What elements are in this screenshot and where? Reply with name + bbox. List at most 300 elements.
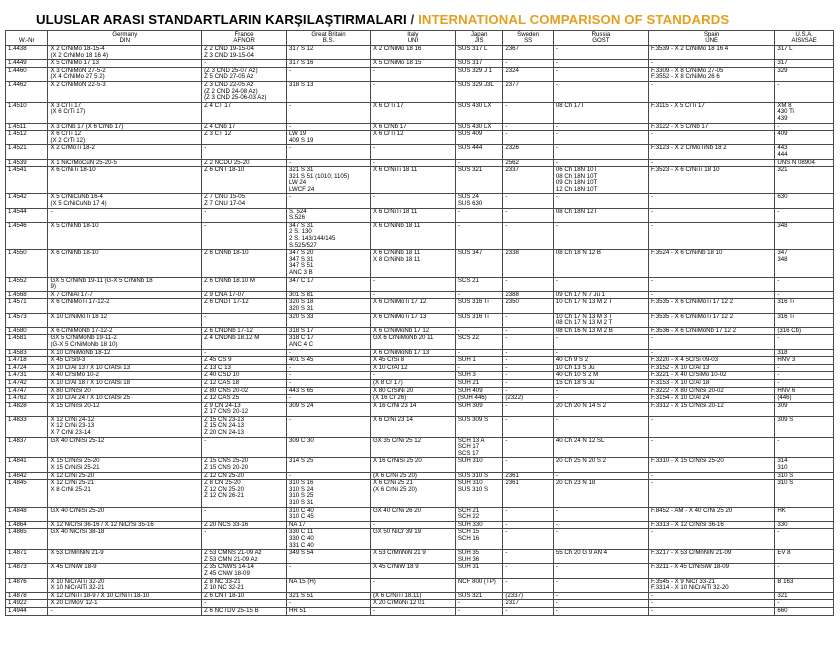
material-number-cell: 1.4876 (6, 578, 48, 592)
table-cell: SUS 409 (455, 131, 503, 145)
table-cell: 10 Ch 13 S Ju (553, 364, 648, 372)
table-row (6, 123, 834, 131)
table-cell: 321 (775, 167, 834, 194)
table-cell: - (503, 327, 554, 335)
table-cell: 317 L (775, 46, 834, 60)
table-cell: - (48, 607, 202, 615)
table-cell: 348 (775, 222, 834, 249)
table-cell: - (775, 364, 834, 372)
table-cell: F.8452 - AM - X 40 CrNi 25 20 (648, 507, 774, 521)
table-cell: - (287, 159, 371, 167)
table-cell: 20 Ch 20 N 14 S 2 (553, 402, 648, 416)
table-cell: 08 Ch 18N 12T (553, 208, 648, 222)
table-cell: (SUH 446) (455, 395, 503, 403)
table-cell: SUS 321 (455, 167, 503, 194)
table-cell: - (202, 437, 287, 458)
table-cell: (316 Cb) (775, 327, 834, 335)
table-cell: 2367 (503, 46, 554, 60)
table-cell: X 40 CrSiMo 10-2 (48, 372, 202, 380)
column-header-line2: SS (524, 37, 533, 45)
material-number-cell: 1.4550 (6, 250, 48, 277)
table-cell: - (503, 402, 554, 416)
table-cell: - (775, 123, 834, 131)
table-cell: SCS 21 (455, 277, 503, 291)
table-cell: - (553, 592, 648, 600)
table-row (6, 529, 834, 550)
table-cell: - (503, 222, 554, 249)
table-cell: HK (775, 507, 834, 521)
table-cell: - (370, 194, 455, 208)
table-cell: - (287, 194, 371, 208)
table-cell: - (287, 102, 371, 123)
column-header (287, 31, 371, 46)
material-number-cell: 1.4583 (6, 349, 48, 357)
table-cell: X 6 CrNiTi 18 11 (370, 208, 455, 222)
table-cell: - (775, 81, 834, 102)
table-cell: 2562 (503, 159, 554, 167)
material-number-cell: 1.4922 (6, 600, 48, 608)
table-cell: HNV 3 (775, 357, 834, 365)
table-row (6, 472, 834, 480)
table-cell: Z 7 CNU 15-05 Z 7 CNU 17-04 (202, 194, 287, 208)
table-cell: X 15 CrNiSi 20-12 (48, 402, 202, 416)
table-cell: X 10 CrAl 12 (370, 364, 455, 372)
table-cell: 2377 (503, 81, 554, 102)
table-cell: - (648, 437, 774, 458)
material-number-cell: 1.4865 (6, 529, 48, 550)
table-cell: - (370, 277, 455, 291)
table-cell: - (553, 395, 648, 403)
table-cell: - (503, 131, 554, 145)
table-cell: X 5 CrNiMo 18 15 (370, 60, 455, 68)
table-cell: - (503, 194, 554, 208)
table-cell: SUS 329 J3L (455, 81, 503, 102)
table-cell: - (287, 349, 371, 357)
table-cell: 320 S 33 (287, 313, 371, 327)
table-cell: - (503, 349, 554, 357)
table-row (6, 60, 834, 68)
table-cell: 309 S (775, 416, 834, 437)
table-cell: X 20 CrMoNi 12 01 (370, 600, 455, 608)
material-number-cell: 1.4511 (6, 123, 48, 131)
table-cell: SUH 21 (455, 379, 503, 387)
table-cell: - (370, 372, 455, 380)
table-cell: X 6 CrNiMoTi 17 13 (370, 313, 455, 327)
table-cell: SUS 430 LX (455, 102, 503, 123)
table-cell: 347 C 17 (287, 277, 371, 291)
table-row (6, 194, 834, 208)
table-cell: - (553, 46, 648, 60)
table-row (6, 578, 834, 592)
table-cell: - (48, 208, 202, 222)
table-cell: Z 15 CNS 25-20 Z 15 CNS 20-20 (202, 458, 287, 472)
table-cell: Z 6 CNNb 18.10 M (202, 277, 287, 291)
table-cell: - (553, 335, 648, 349)
table-cell: 443 S 65 (287, 387, 371, 395)
table-cell: X 6 CrNiMoNb 17-12-2 (48, 327, 202, 335)
table-cell: - (553, 600, 648, 608)
table-cell: - (553, 529, 648, 550)
table-cell: - (648, 208, 774, 222)
table-row (6, 379, 834, 387)
table-cell: - (553, 145, 648, 159)
table-cell: - (370, 578, 455, 592)
table-cell: Z 80 CNS 20-02 (202, 387, 287, 395)
table-cell: - (648, 291, 774, 299)
table-cell: - (503, 123, 554, 131)
table-cell: 321 (775, 592, 834, 600)
column-header-line1: Italy (407, 30, 419, 38)
table-cell: 316 Ti (775, 313, 834, 327)
table-cell: 2317 (503, 600, 554, 608)
material-number-cell: 1.4552 (6, 277, 48, 291)
column-header-line1: W.-Nr (18, 37, 35, 45)
column-header-line1: Spain (703, 30, 720, 38)
table-row (6, 299, 834, 313)
table-cell: - (503, 357, 554, 365)
column-header-line2: DIN (119, 37, 131, 45)
table-cell: 2326 (503, 145, 554, 159)
table-cell: 2324 (503, 67, 554, 81)
table-cell: - (287, 564, 371, 578)
table-cell: 349 S 54 (287, 550, 371, 564)
table-cell: (X 16 Cr 26) (370, 395, 455, 403)
table-cell: SUH 310 SUS 310 S (455, 480, 503, 507)
table-cell: X 5 CrNiMo 17 13 (48, 60, 202, 68)
table-cell: X 20 CrMoV 12-1 (48, 600, 202, 608)
table-cell: 317 (775, 60, 834, 68)
table-row (6, 395, 834, 403)
table-cell: SCH 13 A SCH 17 SCS 17 (455, 437, 503, 458)
table-cell: SUS 347 (455, 250, 503, 277)
table-cell: - (553, 159, 648, 167)
table-cell: 318 C 17 ANC 4 C (287, 335, 371, 349)
table-row (6, 131, 834, 145)
table-cell: X 6 CrTi 17 (370, 102, 455, 123)
table-cell: 401 S 45 (287, 357, 371, 365)
table-cell: X 6 CrTi 12 (370, 131, 455, 145)
table-cell: 318 S 13 (287, 81, 371, 102)
title-turkish: ULUSLAR ARASI STANDARTLARIN KARŞILAŞTIRMALARI (36, 12, 407, 27)
material-number-cell: 1.4724 (6, 364, 48, 372)
table-row (6, 600, 834, 608)
table-cell: 309 C 30 (287, 437, 371, 458)
material-number-cell: 1.4462 (6, 81, 48, 102)
table-cell: SUH 1 (455, 357, 503, 365)
table-cell: 55 Ch 20 G 9 AN 4 (553, 550, 648, 564)
table-cell: F.3217 - X 53 CrMnNiN 21-09 (648, 550, 774, 564)
table-cell: X 16 CrNi 23 14 (370, 402, 455, 416)
material-number-cell: 1.4841 (6, 458, 48, 472)
column-header (6, 31, 48, 46)
table-cell: SUS 24 SUS 630 (455, 194, 503, 208)
table-cell: - (503, 313, 554, 327)
table-cell: - (503, 335, 554, 349)
table-cell: - (503, 529, 554, 550)
table-cell: SUS 329 J 1 (455, 67, 503, 81)
table-cell: NCF 800 (TP) (455, 578, 503, 592)
table-cell: SCH 21 SCH 22 (455, 507, 503, 521)
table-cell: 08 Ch 16 N 13 M 2 B (553, 327, 648, 335)
table-cell: Z 6 CNDNb 17-12 (202, 327, 287, 335)
table-cell: SUH 309 (455, 402, 503, 416)
table-cell: 347 S 20 347 S 31 347 S 51 ANC 3 B (287, 250, 371, 277)
column-header-line1: Great Britain (311, 30, 346, 38)
table-cell: Z 6 CNNb 18-10 (202, 250, 287, 277)
material-number-cell: 1.4848 (6, 507, 48, 521)
table-cell: 06 Ch 18N 10T 08 Ch 18N 10T 09 Ch 18N 10T 12 Ch 18N 10T (553, 167, 648, 194)
table-cell: 2338 (503, 250, 554, 277)
table-cell: - (287, 372, 371, 380)
table-cell: Z 2 NCDU 25-20 (202, 159, 287, 167)
table-cell: Z 13 C 13 (202, 364, 287, 372)
table-cell: 443 444 (775, 145, 834, 159)
table-cell: SUH 310 (455, 458, 503, 472)
table-cell: X 2 CrNiMo 18-15-4 (X 2 CrNiMo 18 16 4) (48, 46, 202, 60)
table-cell: 08 Ch 18 N 12 B (553, 250, 648, 277)
material-number-cell: 1.4581 (6, 335, 48, 349)
table-cell: - (775, 335, 834, 349)
table-cell: - (775, 529, 834, 550)
table-cell: - (503, 102, 554, 123)
standards-comparison-table (5, 30, 834, 616)
table-cell: 321 S 51 (287, 592, 371, 600)
table-cell: X 10 CrAl 13 / X 10 CrAlSi 13 (48, 364, 202, 372)
table-row (6, 607, 834, 615)
table-cell: GX 5 CrNiNb 19-11 (G-X 5 CrNiNb 18 9) (48, 277, 202, 291)
table-cell: 330 (775, 521, 834, 529)
table-cell: - (202, 222, 287, 249)
table-cell: F.3211 - X 45 CrNiSiW 18-09 (648, 564, 774, 578)
table-cell: - (503, 521, 554, 529)
table-cell: - (455, 349, 503, 357)
table-cell: - (202, 313, 287, 327)
table-cell: - (553, 578, 648, 592)
table-cell: - (503, 208, 554, 222)
table-cell: X 10 CrAl 24 / X 10 CrAlSi 25 (48, 395, 202, 403)
table-cell: 10 Ch 17 N 13 M 2 T (553, 299, 648, 313)
table-cell: - (775, 600, 834, 608)
table-cell: GX 5 CrNiMoNb 19-11-2 (G-X 5 CrNiMoNb 18 10) (48, 335, 202, 349)
table-cell: - (455, 222, 503, 249)
table-cell: Z 6 CNDT 17-12 (202, 299, 287, 313)
table-cell: - (455, 291, 503, 299)
table-row (6, 291, 834, 299)
material-number-cell: 1.4864 (6, 521, 48, 529)
column-header (775, 31, 834, 46)
table-cell: - (503, 416, 554, 437)
table-cell: SUH 35 SUH 36 (455, 550, 503, 564)
table-cell: - (648, 480, 774, 507)
table-cell: GX 35 CrNi 25 12 (370, 437, 455, 458)
table-cell: SCS 22 (455, 335, 503, 349)
table-cell: Z 8 NC 33-21 Z 10 NC 32-21 (202, 578, 287, 592)
table-cell: - (503, 277, 554, 291)
table-cell: - (370, 607, 455, 615)
table-cell: (446) (775, 395, 834, 403)
page-title (36, 12, 826, 30)
table-cell: 314 S 25 (287, 458, 371, 472)
table-cell: F.3152 - X 10 CrAl 13 (648, 364, 774, 372)
table-cell: - (287, 145, 371, 159)
column-header-line1: Japan (470, 30, 488, 38)
material-number-cell: 1.4580 (6, 327, 48, 335)
material-number-cell: 1.4871 (6, 550, 48, 564)
table-cell: 40 Ch 9 S 2 (553, 357, 648, 365)
column-header-line1: U.S.A. (795, 30, 813, 38)
table-cell: 329 (775, 67, 834, 81)
table-cell: Z 12 CN 25-20 (202, 472, 287, 480)
table-cell: HR 51 (287, 607, 371, 615)
table-cell: - (202, 349, 287, 357)
material-number-cell: 1.4833 (6, 416, 48, 437)
table-row (6, 208, 834, 222)
column-header-line1: Russia (591, 30, 611, 38)
table-cell: - (648, 81, 774, 102)
table-cell: X 10 NiCrAlTi 32-20 X 10 NiCrAlTi 32-21 (48, 578, 202, 592)
table-cell: X 80 CrSiNi 20 (370, 387, 455, 395)
table-cell: - (202, 145, 287, 159)
table-cell: - (553, 81, 648, 102)
table-row (6, 145, 834, 159)
table-cell: - (648, 607, 774, 615)
table-cell: X 12 CrNiTi 18-9 / X 10 CrNiTi 18-10 (48, 592, 202, 600)
table-cell: GX 40 CrNi 26 20 (370, 507, 455, 521)
table-cell: 318 S 17 (287, 327, 371, 335)
table-cell: X 45 CrNiW 18-9 (48, 564, 202, 578)
table-cell: - (648, 416, 774, 437)
table-cell: X 10 CrAl 18 / X 10 CrAlSi 18 (48, 379, 202, 387)
table-cell: X 10 CrNiMoTi 18 12 (48, 313, 202, 327)
table-cell: X 6 CrTi 12 (X 2 CrTi 12) (48, 131, 202, 145)
table-cell: - (370, 67, 455, 81)
material-number-cell: 1.4460 (6, 67, 48, 81)
table-cell: X 6 CrNiMoNb 17 12 (370, 327, 455, 335)
table-cell: Z 35 CNWS 14-14 Z 45 CNW 18-09 (202, 564, 287, 578)
table-cell: X 12 CrNi 25-20 (48, 472, 202, 480)
table-cell: SUS 321 (455, 592, 503, 600)
table-cell: - (553, 507, 648, 521)
table-row (6, 416, 834, 437)
table-cell: X 6 CrNiTi 18 11 (370, 167, 455, 194)
table-cell: SUH 409 (455, 387, 503, 395)
table-row (6, 102, 834, 123)
table-cell: - (553, 60, 648, 68)
table-cell: - (553, 123, 648, 131)
table-cell: F.3545 - X 9 NiCr 33-21 F.3314 - X 10 NiCrAlTi 32-20 (648, 578, 774, 592)
material-number-cell: 1.4762 (6, 395, 48, 403)
table-cell: SUS 316 Ti (455, 313, 503, 327)
table-cell: - (503, 60, 554, 68)
table-cell: - (648, 159, 774, 167)
material-number-cell: 1.4512 (6, 131, 48, 145)
table-cell: - (648, 529, 774, 550)
table-cell: 2350 (503, 299, 554, 313)
table-cell: X 6 CrNiMoTi 17-12-2 (48, 299, 202, 313)
table-cell: - (503, 550, 554, 564)
column-header (503, 31, 554, 46)
table-cell: - (553, 416, 648, 437)
table-cell: X 53 CrMnNiN 21-9 (48, 550, 202, 564)
table-row (6, 437, 834, 458)
table-cell: GX 40 CrNiSi 25-12 (48, 437, 202, 458)
material-number-cell: 1.4568 (6, 291, 48, 299)
table-row (6, 327, 834, 335)
table-cell: - (648, 60, 774, 68)
table-cell: 347 348 (775, 250, 834, 277)
table-cell: - (370, 145, 455, 159)
material-number-cell: 1.4742 (6, 379, 48, 387)
column-header-line2: B.S. (322, 37, 335, 45)
table-cell: - (370, 521, 455, 529)
table-row (6, 458, 834, 472)
table-row (6, 480, 834, 507)
table-cell: SUS 316 Ti (455, 299, 503, 313)
table-cell: 409 (775, 131, 834, 145)
table-cell: 317 S 12 (287, 46, 371, 60)
table-row (6, 313, 834, 327)
table-cell: - (553, 349, 648, 357)
table-cell: - (775, 379, 834, 387)
material-number-cell: 1.4573 (6, 313, 48, 327)
table-cell: - (553, 607, 648, 615)
table-cell: 08 Ch 17T (553, 102, 648, 123)
table-cell: - (775, 372, 834, 380)
column-header-line2: GOST (592, 37, 610, 45)
table-cell: (X 8 Cr 17) (370, 379, 455, 387)
table-cell: SUS 444 (455, 145, 503, 159)
table-cell: F.3524 - X 6 CrNiNb 18 10 (648, 250, 774, 277)
table-cell: X 16 CrNiSi 25 20 (370, 458, 455, 472)
table-row (6, 357, 834, 365)
table-cell: (X 6 CrNi 25 20) (370, 472, 455, 480)
table-cell: - (648, 277, 774, 291)
table-cell: - (503, 607, 554, 615)
table-cell: 20 Ch 25 N 20 S 2 (553, 458, 648, 472)
table-cell: - (775, 564, 834, 578)
table-cell: F.3222 - X 80 CrNiSi 20-02 (648, 387, 774, 395)
column-header-line2: UNE (705, 37, 719, 45)
table-cell: X 45 CrSi 8 (370, 357, 455, 365)
material-number-cell: 1.4542 (6, 194, 48, 208)
column-header-line1: France (234, 30, 254, 38)
table-cell: SUH 330 (455, 521, 503, 529)
material-number-cell: 1.4546 (6, 222, 48, 249)
table-cell: Z 6 NCTDV 25-15 B (202, 607, 287, 615)
table-cell: X 5 CrNiNb 18-10 (48, 222, 202, 249)
material-number-cell: 1.4837 (6, 437, 48, 458)
table-cell: SUS 317 (455, 60, 503, 68)
table-cell: - (202, 600, 287, 608)
table-cell: X 53 CrMnNiN 21 9 (370, 550, 455, 564)
table-cell: 316 Ti (775, 299, 834, 313)
table-cell: X 2 CrNiMoN 22-5-3 (48, 81, 202, 102)
table-cell: F.3220 - X 4 5CrSi 09-03 (648, 357, 774, 365)
table-cell: - (202, 208, 287, 222)
table-cell: Z 3 CND 22-05 Az (Z 2 CND 24-08 Az) (Z 3 CND 25-06-03 Az) (202, 81, 287, 102)
table-cell: - (553, 387, 648, 395)
table-cell: - (648, 592, 774, 600)
table-row (6, 521, 834, 529)
table-row (6, 46, 834, 60)
table-cell: F.3523 - X 6 CrNiTi 18 10 (648, 167, 774, 194)
table-row (6, 592, 834, 600)
table-cell: X 6 CrNi 25 21 (X 6 CrNi 25 20) (370, 480, 455, 507)
table-cell: SUH 31 (455, 564, 503, 578)
table-cell: - (503, 564, 554, 578)
table-row (6, 550, 834, 564)
table-cell: - (287, 379, 371, 387)
